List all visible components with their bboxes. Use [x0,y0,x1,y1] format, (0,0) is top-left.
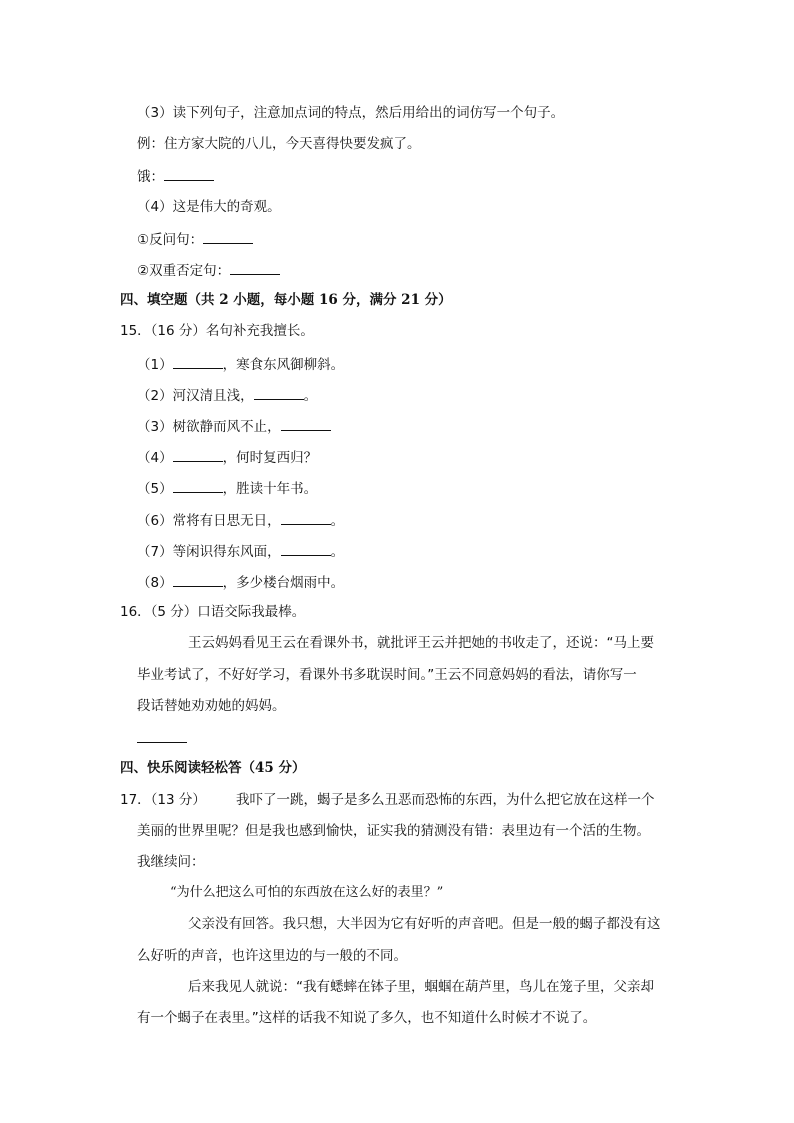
q15-item [137,478,317,498]
q3-prompt: （3）读下列句子，注意加点词的特点，然后用给出的词仿写一个句子。 [137,105,565,121]
answer-blank[interactable] [230,260,280,275]
answer-blank[interactable] [281,510,331,525]
q4-item-1-label: ①反问句： [137,232,204,248]
q15-item [137,385,317,405]
item-number: （3） [137,419,173,435]
answer-blank[interactable] [173,447,223,462]
q17-passage-line: 我继续问： [137,854,205,870]
item-text: ，多少楼台烟雨中。 [222,575,345,591]
q17-passage-line: 我吓了一跳，蝎子是多么丑恶而恐怖的东西，为什么把它放在这样一个 [236,792,655,808]
q4-item-2-label: ②双重否定句： [137,263,231,279]
answer-blank[interactable] [173,354,223,369]
item-text: 。 [330,544,345,560]
section-heading-fill: 四、填空题（共 2 小题，每小题 16 分，满分 21 分） [120,292,452,308]
item-text: 。 [303,388,318,404]
section-heading-reading: 四、快乐阅读轻松答（45 分） [120,760,306,776]
answer-blank[interactable] [254,385,304,400]
item-text: ，胜读十年书。 [222,481,318,497]
q3-item-e-label: 饿： [137,169,164,185]
answer-blank[interactable] [281,416,331,431]
q15-item [137,354,344,374]
q17-passage-line: 父亲没有回答。我只想，大半因为它有好听的声音吧。但是一般的蝎子都没有这 [188,916,661,932]
q17-passage-line: 么好听的声音，也许这里边的与一般的不同。 [137,948,407,964]
answer-blank[interactable] [173,478,223,493]
answer-blank[interactable] [137,728,187,743]
q15-item [137,572,344,592]
q17-passage-line: 美丽的世界里呢？但是我也感到愉快，证实我的猜测没有错：表里边有一个活的生物。 [137,823,650,839]
q17-number: 17．（13 分） [120,792,206,808]
item-text: ，寒食东风御柳斜。 [222,357,345,373]
item-number: （6） [137,513,173,529]
q16-paragraph-line: 王云妈妈看见王云在看课外书，就批评王云并把她的书收走了，还说：“马上要 [188,635,654,651]
answer-blank[interactable] [203,229,253,244]
q15-item [137,447,317,467]
item-text: 常将有日思无日， [172,513,281,529]
q17-passage-line: 有一个蝎子在表里。”这样的话我不知说了多久，也不知道什么时候才不说了。 [137,1010,597,1026]
item-text: 河汉清且浅， [172,388,254,404]
item-text: ，何时复西归？ [222,450,318,466]
item-text: 树欲静而风不止， [172,419,281,435]
q3-item-e [137,166,214,186]
q4-item-1 [137,229,253,249]
item-number: （8） [137,575,173,591]
q15-item [137,510,344,530]
q17-passage-line: 后来我见人就说：“我有蟋蟀在钵子里，蝈蝈在葫芦里，鸟儿在笼子里，父亲却 [188,979,654,995]
answer-blank[interactable] [281,541,331,556]
item-number: （2） [137,388,173,404]
q15-item [137,541,344,561]
q16-paragraph-line: 毕业考试了，不好好学习，看课外书多耽误时间。”王云不同意妈妈的看法，请你写一 [137,667,637,683]
q15-stem: 15．（16 分）名句补充我擅长。 [120,323,314,339]
item-number: （1） [137,357,173,373]
item-text: 等闲识得东风面， [172,544,281,560]
q16-stem: 16．（5 分）口语交际我最棒。 [120,604,306,620]
q16-paragraph-line: 段话替她劝劝她的妈妈。 [137,698,286,714]
answer-blank[interactable] [173,572,223,587]
q17-passage-line: “为什么把这么可怕的东西放在这么好的表里？” [170,885,444,900]
q4-item-2 [137,260,280,280]
item-number: （7） [137,544,173,560]
item-text: 。 [330,513,345,529]
item-number: （5） [137,481,173,497]
q4-prompt: （4）这是伟大的奇观。 [137,199,281,215]
q3-example: 例：住方家大院的八儿，今天喜得快要发疯了。 [137,136,421,152]
answer-blank[interactable] [164,166,214,181]
q16-answer-line [137,728,187,748]
q15-item [137,416,331,436]
item-number: （4） [137,450,173,466]
